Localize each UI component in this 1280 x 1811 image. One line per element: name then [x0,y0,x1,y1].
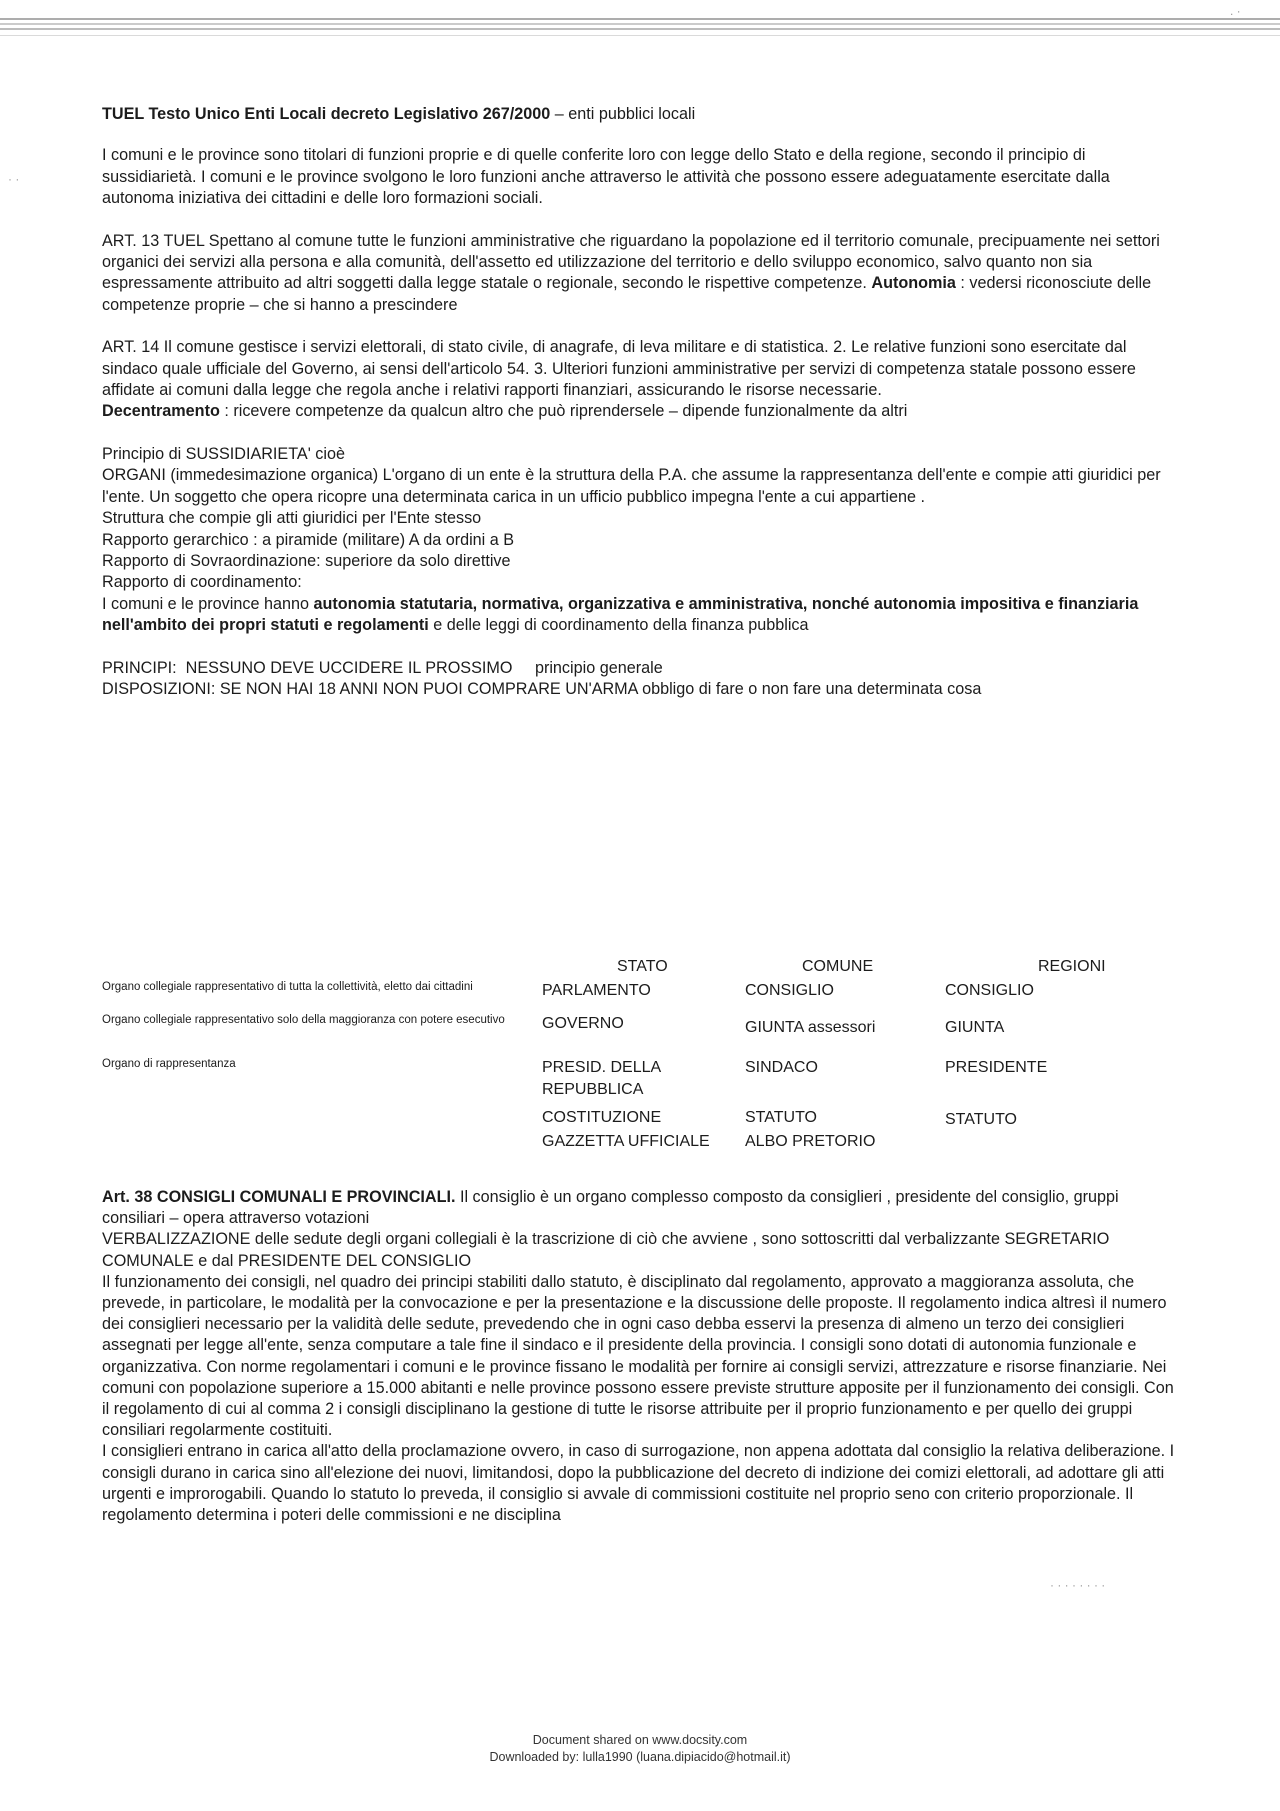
art13-text: ART. 13 TUEL Spettano al comune tutte le funzioni amministrative che riguardano la popolazione ed il territorio comunale, precipuamente nei settori organici dei servizi alla persona e alla comunità, dell'assetto ed utilizzazione del territorio e dello sviluppo economico, salvo quanto non sia espressamente attribuito ad altri soggetti dalla legge statale o regionale, secondo le rispettive competenze. [102,231,1160,293]
footer-downloaded-line: Downloaded by: lulla1990 (luana.dipiacido@hotmail.it) [489,1750,791,1764]
row-label: Organo di rappresentanza [102,1058,236,1070]
cell-regioni: GIUNTA [945,1019,1005,1036]
art14-paragraph [102,337,1182,423]
cell-stato: GAZZETTA UFFICIALE [542,1133,710,1150]
document-footer [0,1732,1280,1766]
art38-heading: Art. 38 CONSIGLI COMUNALI E PROVINCIALI. [102,1188,456,1206]
header-regioni: REGIONI [1038,958,1106,975]
autonomia-pre: I comuni e le province hanno [102,594,314,613]
header-comune: COMUNE [802,958,874,975]
art13-definition: : vedersi riconosciute delle competenze proprie – che si hanno a prescindere [102,274,1152,314]
table-row [102,1107,1182,1131]
art38-heading-paragraph [102,1187,1182,1229]
consiglieri-paragraph: I consiglieri entrano in carica all'atto della proclamazione ovvero, in caso di surrogazione, non appena adottata dal consiglio la relativa deliberazione. I consigli durano in carica sino all'elezione dei nuovi, limitandosi, dopo la pubblicazione del decreto di indizione dei comizi elettorali, ad adottare gli atti urgenti e improrogabili. Quando lo statuto lo preveda, il consiglio si avvale di commissioni costituite nel proprio seno con criterio proporzionale. Il regolamento determina i poteri delle commissioni e ne disciplina [102,1442,1175,1525]
table-row [102,980,1182,1013]
table-row [102,1131,1182,1155]
cell-stato: PARLAMENTO [542,982,651,999]
cell-comune: STATUTO [745,1109,817,1126]
title-rest: – enti pubblici locali [550,105,696,123]
art14-definition: : ricevere competenze da qualcun altro che può riprendersele – dipende funzionalmente da altri [219,402,908,421]
cell-regioni: PRESIDENTE [945,1059,1048,1076]
art14-term: Decentramento [102,402,220,421]
funzionamento-paragraph: Il funzionamento dei consigli, nel quadro dei principi stabiliti dallo statuto, è disciplinato dal regolamento, approvato a maggioranza assoluta, che prevede, in particolare, le modalità per la convocazione e per la presentazione e la discussione delle proposte. Il regolamento indica altresì il numero dei consiglieri necessario per la validità delle sedute, prevedendo che in ogni caso debba esservi la presenza di almeno un terzo dei consiglieri assegnati per legge all'ente, senza computare a tale fine il sindaco e il presidente della provincia. I consigli sono dotati di autonomia funzionale e organizzativa. Con norme regolamentari i comuni e le province fissano le modalità per fornire ai consigli servizi, attrezzature e risorse finanziarie. Nei comuni con popolazione superiore a 15.000 abitanti e nelle province possono essere previste strutture apposite per il funzionamento dei consigli. Con il regolamento di cui al comma 2 i consigli disciplinano la gestione di tutte le risorse attribuite per il proprio funzionamento e per quello dei gruppi consiliari regolarmente costituiti. [102,1272,1174,1440]
cell-comune: SINDACO [745,1059,818,1076]
principi-line: PRINCIPI: NESSUNO DEVE UCCIDERE IL PROSSIMO principio generale [102,658,663,677]
verbalizzazione-paragraph: VERBALIZZAZIONE delle sedute degli organi collegiali è la trascrizione di ciò che avviene , sono sottoscritti dal verbalizzante SEGRETARIO COMUNALE e dal PRESIDENTE DEL CONSIGLIO [102,1230,1110,1270]
organi-paragraph: ORGANI (immedesimazione organica) L'organo di un ente è la struttura della P.A. che assume la rappresentanza dell'ente e compie atti giuridici per l'ente. Un soggetto che opera ricopre una determinata carica in un ufficio pubblico impegna l'ente a cui appartiene . [102,466,1161,506]
struttura-line: Struttura che compie gli atti giuridici per l'Ente stesso [102,509,482,528]
cell-stato: COSTITUZIONE [542,1109,662,1126]
scan-speck: · · [8,172,20,186]
footer-shared-line: Document shared on www.docsity.com [532,1733,748,1747]
row-label: Organo collegiale rappresentativo solo della maggioranza con potere esecutivo [102,1014,505,1026]
scan-speck: · · · · · · · · [1050,1578,1106,1592]
autonomia-post: e delle leggi di coordinamento della finanza pubblica [428,616,809,635]
intro-paragraph: I comuni e le province sono titolari di funzioni proprie e di quelle conferite loro con legge dello Stato e della regione, secondo il principio di sussidiarietà. I comuni e le province svolgono le loro funzioni anche attraverso le attività che possono essere adeguatamente esercitate dalla autonoma iniziativa dei cittadini e delle loro formazioni sociali. [102,146,1110,208]
title-bold: TUEL Testo Unico Enti Locali decreto Legislativo 267/2000 [102,105,551,123]
row-label: Organo collegiale rappresentativo di tutta la collettività, eletto dai cittadini [102,981,473,993]
organs-table [102,958,1182,1155]
gerarchico-line: Rapporto gerarchico : a piramide (militare) A da ordini a B [102,530,515,549]
document-body [102,104,1182,700]
scan-artifact-band [0,6,1280,46]
table-header [102,958,1182,980]
autonomia-bold: autonomia statutaria, normativa, organizzativa e amministrativa, nonché autonomia impositiva e finanziaria nell'ambito dei propri statuti e regolamenti [102,594,1139,635]
cell-regioni: STATUTO [945,1111,1017,1128]
art13-term: Autonomia [871,274,956,293]
cell-comune: CONSIGLIO [745,982,834,999]
sovraordinazione-line: Rapporto di Sovraordinazione: superiore da solo direttive [102,551,511,570]
table-row [102,1057,1182,1107]
table-row [102,1013,1182,1057]
art13-paragraph [102,231,1182,317]
scan-speck: . · [1230,4,1241,18]
sussidiarieta-line: Principio di SUSSIDIARIETA' cioè [102,444,345,463]
disposizioni-line: DISPOSIZIONI: SE NON HAI 18 ANNI NON PUOI COMPRARE UN'ARMA obbligo di fare o non fare una determinata cosa [102,679,982,698]
art38-section [102,1187,1182,1526]
header-stato: STATO [617,958,668,975]
document-title [102,104,1182,125]
cell-comune: ALBO PRETORIO [745,1133,876,1150]
art38-heading-rest: Il consiglio è un organo complesso composto da consiglieri , presidente del consiglio, gruppi consiliari – opera attraverso votazioni [102,1188,1119,1228]
cell-comune: GIUNTA assessori [745,1019,876,1036]
cell-regioni: CONSIGLIO [945,982,1034,999]
coordinamento-line: Rapporto di coordinamento: [102,573,302,592]
cell-stato: PRESID. DELLA REPUBBLICA [542,1059,661,1098]
cell-stato: GOVERNO [542,1015,624,1032]
autonomia-paragraph [102,594,1182,637]
art14-text: ART. 14 Il comune gestisce i servizi elettorali, di stato civile, di anagrafe, di leva militare e di statistica. 2. Le relative funzioni sono esercitate dal sindaco quale ufficiale del Governo, ai sensi dell'articolo 54. 3. Ulteriori funzioni amministrative per servizi di competenza statale possono essere affidate ai comuni dalla legge che regola anche i relativi rapporti finanziari, assicurando le risorse necessarie. [102,338,1136,400]
